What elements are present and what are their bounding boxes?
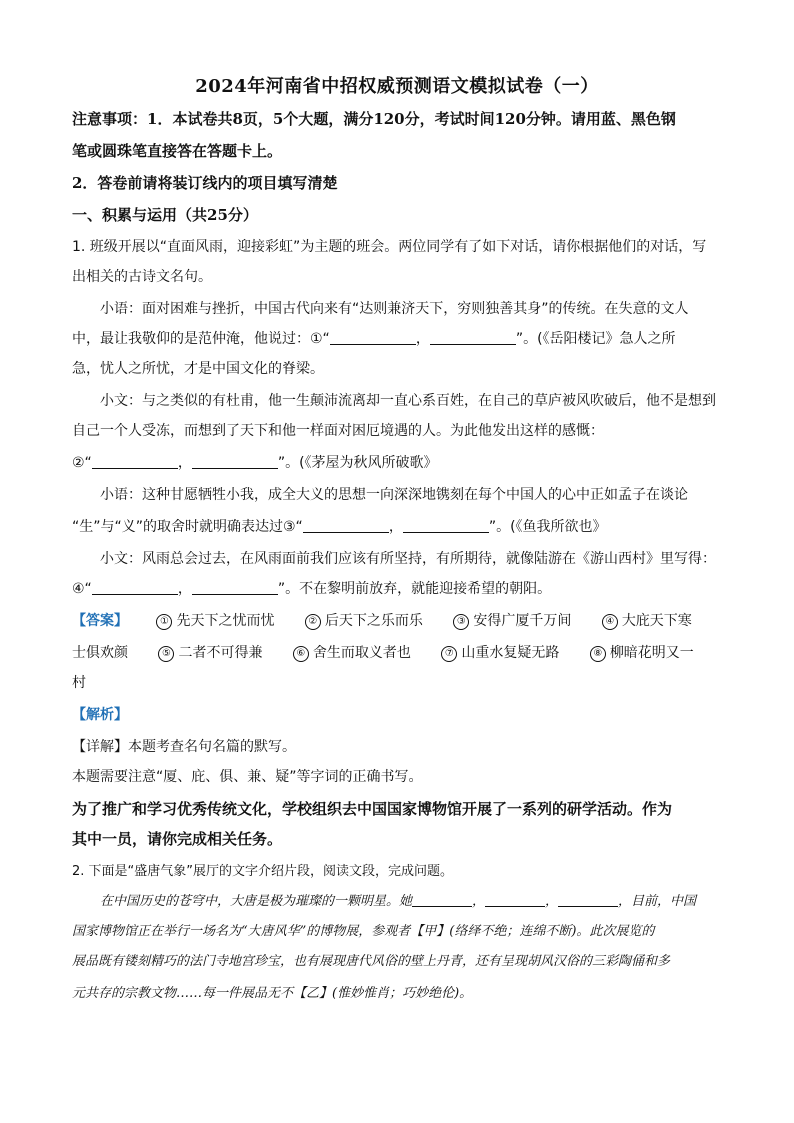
q1-dialog-2a: 小文：与之类似的有杜甫，他一生颠沛流离却一直心系百姓，在自己的草庐被风吹破后，他不是想到 [100,393,716,409]
q1-dialog-3b-tail: ”。(《鱼我所欲也》 [488,519,607,535]
answer-item [602,610,692,630]
answer-text: 舍生而取义者也 [312,645,411,661]
q2-passage-2: 国家博物馆正在举行一场名为“大唐风华”的博物展，参观者【甲】(络绎不绝；连绵不断)。此次展览的 [72,924,655,939]
answer-blank[interactable] [92,454,178,469]
q1-dialog-4b-tail: ”。不在黎明前放弃，就能迎接希望的朝阳。 [277,581,552,597]
answer-row-2 [72,642,694,662]
answer-item [441,642,559,662]
comma: ， [545,894,559,909]
q1-stem-line-2: 出相关的古诗文名句。 [72,269,212,285]
answer-number: ④ [602,614,618,630]
answer-blank[interactable] [412,892,472,907]
q1-dialog-2c [72,452,438,472]
q1-dialog-3b-text: “生”与“义”的取舍时就明确表达过③“ [72,519,303,535]
q1-dialog-3b [72,516,607,536]
answer-blank[interactable] [485,892,545,907]
q1-dialog-2c-text: ②“ [72,455,92,471]
answer-text: 先天下之忧而忧 [176,613,275,629]
q1-dialog-3a: 小语：这种甘愿牺牲小我，成全大义的思想一向深深地镌刻在每个中国人的心中正如孟子在谈论 [100,487,688,503]
page-title: 2024年河南省中招权威预测语文模拟试卷（一） [195,76,599,97]
answer-text: 士俱欢颜 [72,645,128,661]
q2-passage-4: 元共存的宗教文物……每一件展品无不【乙】(惟妙惟肖；巧妙绝伦)。 [72,986,473,1001]
answer-item [158,642,262,662]
q1-dialog-4b-text: ④“ [72,581,92,597]
intro-line-2: 其中一员，请你完成相关任务。 [72,830,283,848]
answer-item [590,642,694,662]
q2-passage-1-tail: ，目前，中国 [618,894,697,909]
comma: ， [388,519,403,535]
answer-blank[interactable] [192,580,278,595]
comma: ， [177,455,192,471]
q1-dialog-2c-tail: ”。(《茅屋为秋风所破歌》 [277,455,438,471]
analysis-tag: 【解析】 [72,707,128,723]
answer-item [305,610,423,630]
answer-text: 安得广厦千万间 [473,613,572,629]
comma: ， [177,581,192,597]
answer-item [293,642,411,662]
answer-row-3 [72,672,86,692]
answer-number: ⑦ [441,646,457,662]
answer-text: 柳暗花明又一 [609,645,694,661]
answer-text: 后天下之乐而乐 [324,613,423,629]
answer-blank[interactable] [403,518,489,533]
notes-line-3: 2．答卷前请将装订线内的项目填写清楚 [72,174,338,192]
q2-passage-1-text: 在中国历史的苍穹中，大唐是极为璀璨的一颗明星。她 [100,894,413,909]
q1-dialog-4b [72,578,551,598]
notes-line-1: 注意事项：1．本试卷共8页，5个大题，满分120分，考试时间120分钟。请用蓝、黑色钢 [72,110,676,128]
answer-blank[interactable] [430,330,516,345]
answer-blank[interactable] [303,518,389,533]
answer-blank[interactable] [330,330,416,345]
comma: ， [415,331,430,347]
answer-blank[interactable] [558,892,618,907]
answer-text: 大庇天下寒 [621,613,692,629]
intro-line-1: 为了推广和学习优秀传统文化，学校组织去中国国家博物馆开展了一系列的研学活动。作为 [72,800,673,818]
section-heading: 一、积累与运用（共25分） [72,206,258,224]
q2-passage-3: 展品既有镂刻精巧的法门寺地宫珍宝，也有展现唐代风俗的壁上丹青，还有呈现胡风汉俗的三彩陶俑和多 [72,954,671,969]
answer-text: 二者不可得兼 [178,645,263,661]
answer-blank[interactable] [192,454,278,469]
q1-dialog-4a: 小文：风雨总会过去，在风雨面前我们应该有所坚持，有所期待，就像陆游在《游山西村》里写得： [100,551,716,567]
notes-line-2: 笔或圆珠笔直接答在答题卡上。 [72,142,283,160]
note-text: 本题需要注意“厦、庇、俱、兼、疑”等字词的正确书写。 [72,769,423,785]
answer-number: ③ [453,614,469,630]
answer-number: ⑥ [293,646,309,662]
q1-dialog-1a: 小语：面对困难与挫折，中国古代向来有“达则兼济天下，穷则独善其身”的传统。在失意的文人 [100,301,689,317]
detail-text: 【详解】本题考查名句名篇的默写。 [72,739,296,755]
answer-text: 山重水复疑无路 [461,645,560,661]
answer-item [156,610,274,630]
comma: ， [472,894,486,909]
q1-dialog-1b [72,328,676,348]
answer-tag: 【答案】 [72,613,128,629]
q1-dialog-2b: 自己一个人受冻，而想到了天下和他一样面对困厄境遇的人。为此他发出这样的感慨： [72,423,604,439]
answer-number: ⑧ [590,646,606,662]
answer-number: ① [156,614,172,630]
answer-blank[interactable] [92,580,178,595]
answer-item [453,610,571,630]
answer-row-1 [72,610,692,630]
q1-dialog-1b-tail: ”。(《岳阳楼记》急人之所 [515,331,676,347]
answer-number: ⑤ [158,646,174,662]
answer-number: ② [305,614,321,630]
q1-stem-line-1: 1. 班级开展以“直面风雨，迎接彩虹”为主题的班会。两位同学有了如下对话，请你根据他们的对话，写 [72,239,707,255]
q1-dialog-1b-text: 中，最让我敬仰的是范仲淹，他说过：①“ [72,331,330,347]
q2-passage-1 [100,890,696,909]
q1-dialog-1c: 急，忧人之所忧，才是中国文化的脊梁。 [72,361,324,377]
q2-stem: 2. 下面是“盛唐气象”展厅的文字介绍片段，阅读文段，完成问题。 [72,864,454,879]
answer-text: 村 [72,675,86,691]
